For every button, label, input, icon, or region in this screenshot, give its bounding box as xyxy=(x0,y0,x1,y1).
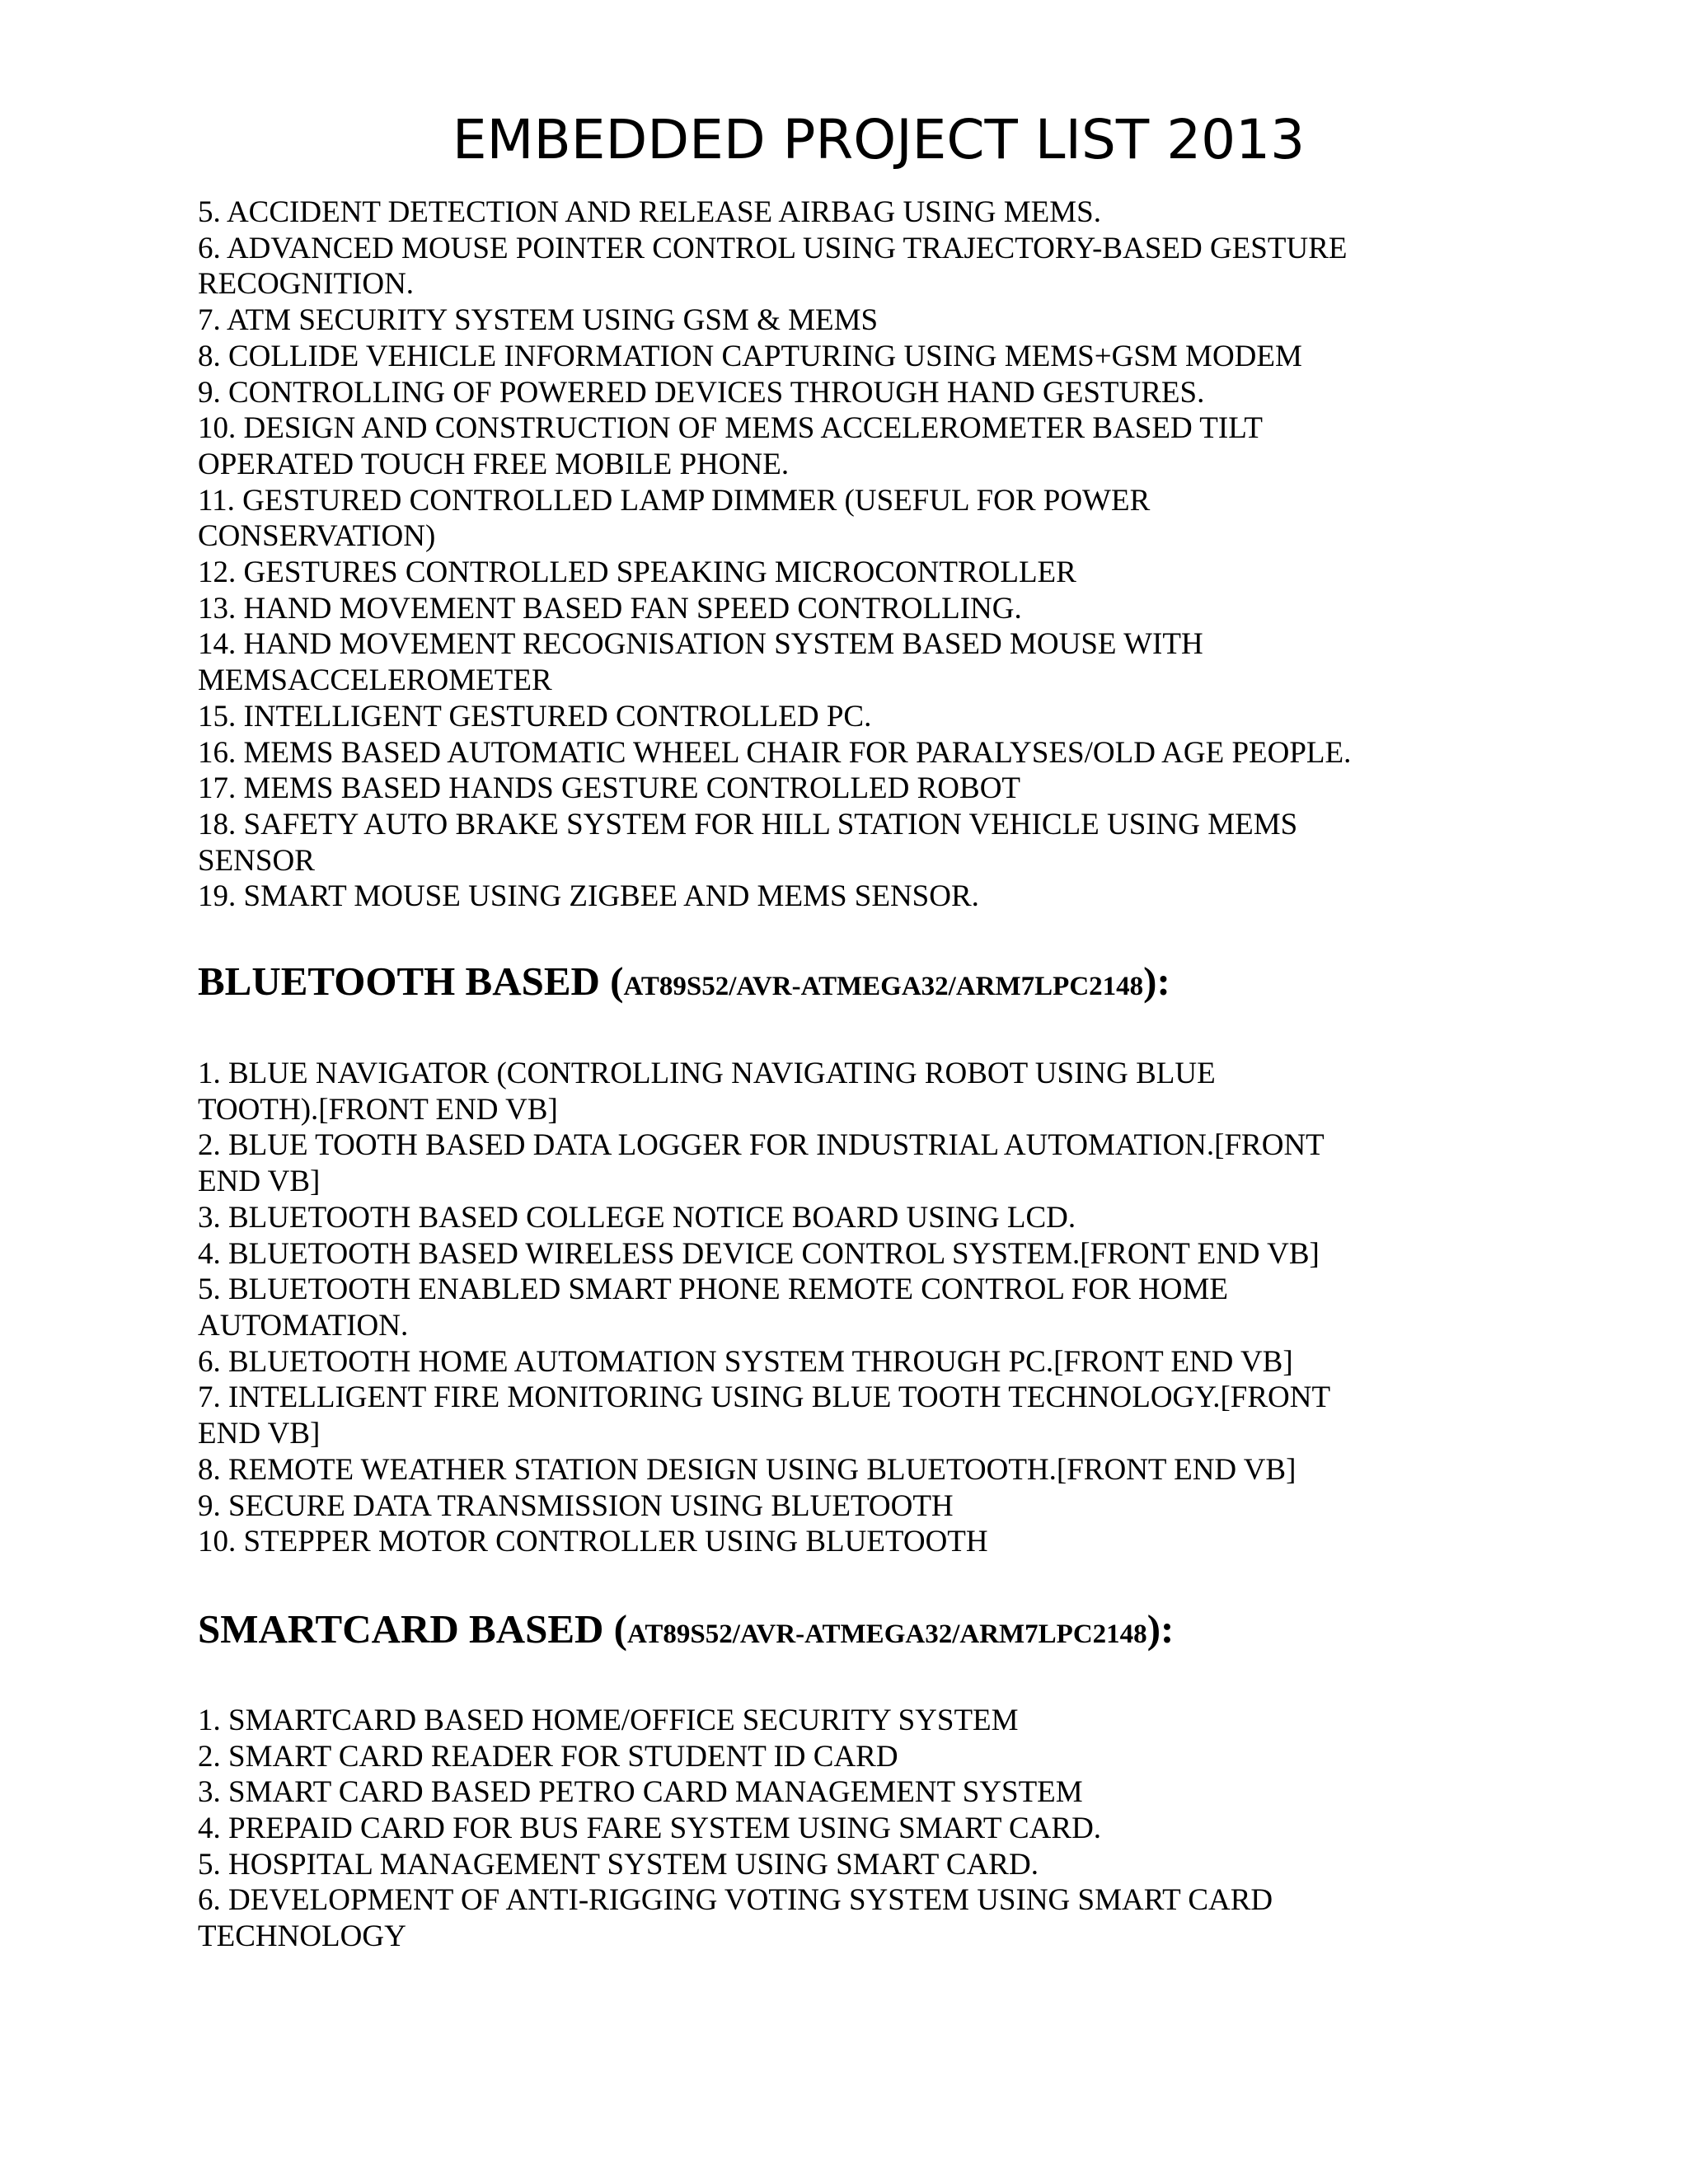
heading-open-paren: ( xyxy=(599,958,624,1005)
list-item: 9. SECURE DATA TRANSMISSION USING BLUETOOTH xyxy=(198,1488,954,1523)
list-item: 19. SMART MOUSE USING ZIGBEE AND MEMS SENSOR. xyxy=(198,879,979,914)
page-title: EMBEDDED PROJECT LIST 2013 xyxy=(452,108,1306,171)
list-item: 11. GESTURED CONTROLLED LAMP DIMMER (USEFUL FOR POWER CONSERVATION) xyxy=(198,483,1151,554)
list-item: 5. ACCIDENT DETECTION AND RELEASE AIRBAG USING MEMS. xyxy=(198,195,1101,229)
list-item: 15. INTELLIGENT GESTURED CONTROLLED PC. xyxy=(198,699,872,733)
list-item: 5. BLUETOOTH ENABLED SMART PHONE REMOTE CONTROL FOR HOME AUTOMATION. xyxy=(198,1272,1228,1343)
section-heading-label: SMARTCARD BASED xyxy=(198,1605,604,1652)
list-item: 1. BLUE NAVIGATOR (CONTROLLING NAVIGATING ROBOT USING BLUE TOOTH).[FRONT END VB] xyxy=(198,1057,1216,1127)
list-item: 10. STEPPER MOTOR CONTROLLER USING BLUETOOTH xyxy=(198,1525,988,1559)
section-heading-label: BLUETOOTH BASED xyxy=(198,958,600,1005)
list-item: 10. DESIGN AND CONSTRUCTION OF MEMS ACCELEROMETER BASED TILT OPERATED TOUCH FREE MOBILE PHONE. xyxy=(198,411,1264,481)
list-item: 8. COLLIDE VEHICLE INFORMATION CAPTURING USING MEMS+GSM MODEM xyxy=(198,339,1302,373)
list-item: 3. BLUETOOTH BASED COLLEGE NOTICE BOARD USING LCD. xyxy=(198,1200,1076,1235)
list-item: 5. HOSPITAL MANAGEMENT SYSTEM USING SMART CARD. xyxy=(198,1847,1039,1882)
list-item: 6. BLUETOOTH HOME AUTOMATION SYSTEM THROUGH PC.[FRONT END VB] xyxy=(198,1344,1293,1379)
list-item: 7. INTELLIGENT FIRE MONITORING USING BLUE TOOTH TECHNOLOGY.[FRONT END VB] xyxy=(198,1380,1331,1451)
bluetooth-project-list xyxy=(198,1056,1467,1560)
section-heading-smartcard xyxy=(198,1605,1467,1661)
list-item: 6. DEVELOPMENT OF ANTI-RIGGING VOTING SYSTEM USING SMART CARD TECHNOLOGY xyxy=(198,1883,1273,1954)
heading-open-paren: ( xyxy=(603,1605,627,1652)
section-heading-bluetooth xyxy=(198,957,1467,1014)
list-item: 7. ATM SECURITY SYSTEM USING GSM & MEMS xyxy=(198,303,879,338)
list-item: 12. GESTURES CONTROLLED SPEAKING MICROCONTROLLER xyxy=(198,555,1076,590)
heading-platforms: AT89S52/AVR-ATMEGA32/ARM7LPC2148 xyxy=(627,1619,1147,1649)
list-item: 4. PREPAID CARD FOR BUS FARE SYSTEM USING SMART CARD. xyxy=(198,1811,1102,1846)
list-item: 2. BLUE TOOTH BASED DATA LOGGER FOR INDUSTRIAL AUTOMATION.[FRONT END VB] xyxy=(198,1128,1325,1199)
list-item: 13. HAND MOVEMENT BASED FAN SPEED CONTROLLING. xyxy=(198,591,1022,626)
heading-close-paren: ): xyxy=(1143,958,1170,1005)
heading-close-paren: ): xyxy=(1146,1605,1175,1652)
list-item: 2. SMART CARD READER FOR STUDENT ID CARD xyxy=(198,1739,898,1774)
heading-platforms: AT89S52/AVR-ATMEGA32/ARM7LPC2148 xyxy=(623,972,1144,1002)
list-item: 8. REMOTE WEATHER STATION DESIGN USING BLUETOOTH.[FRONT END VB] xyxy=(198,1452,1296,1487)
list-item: 14. HAND MOVEMENT RECOGNISATION SYSTEM BASED MOUSE WITH MEMSACCELEROMETER xyxy=(198,627,1203,698)
list-item: 16. MEMS BASED AUTOMATIC WHEEL CHAIR FOR PARALYSES/OLD AGE PEOPLE. xyxy=(198,735,1352,770)
list-item: 1. SMARTCARD BASED HOME/OFFICE SECURITY SYSTEM xyxy=(198,1703,1019,1737)
list-item: 6. ADVANCED MOUSE POINTER CONTROL USING TRAJECTORY-BASED GESTURE RECOGNITION. xyxy=(198,231,1348,302)
list-item: 18. SAFETY AUTO BRAKE SYSTEM FOR HILL STATION VEHICLE USING MEMS SENSOR xyxy=(198,807,1298,878)
list-item: 17. MEMS BASED HANDS GESTURE CONTROLLED ROBOT xyxy=(198,771,1021,806)
list-item: 9. CONTROLLING OF POWERED DEVICES THROUGH HAND GESTURES. xyxy=(198,375,1205,410)
document-body xyxy=(198,194,1467,1955)
mems-project-list xyxy=(198,194,1467,915)
list-item: 4. BLUETOOTH BASED WIRELESS DEVICE CONTROL SYSTEM.[FRONT END VB] xyxy=(198,1236,1320,1271)
smartcard-project-list xyxy=(198,1703,1467,1955)
list-item: 3. SMART CARD BASED PETRO CARD MANAGEMENT SYSTEM xyxy=(198,1775,1083,1810)
